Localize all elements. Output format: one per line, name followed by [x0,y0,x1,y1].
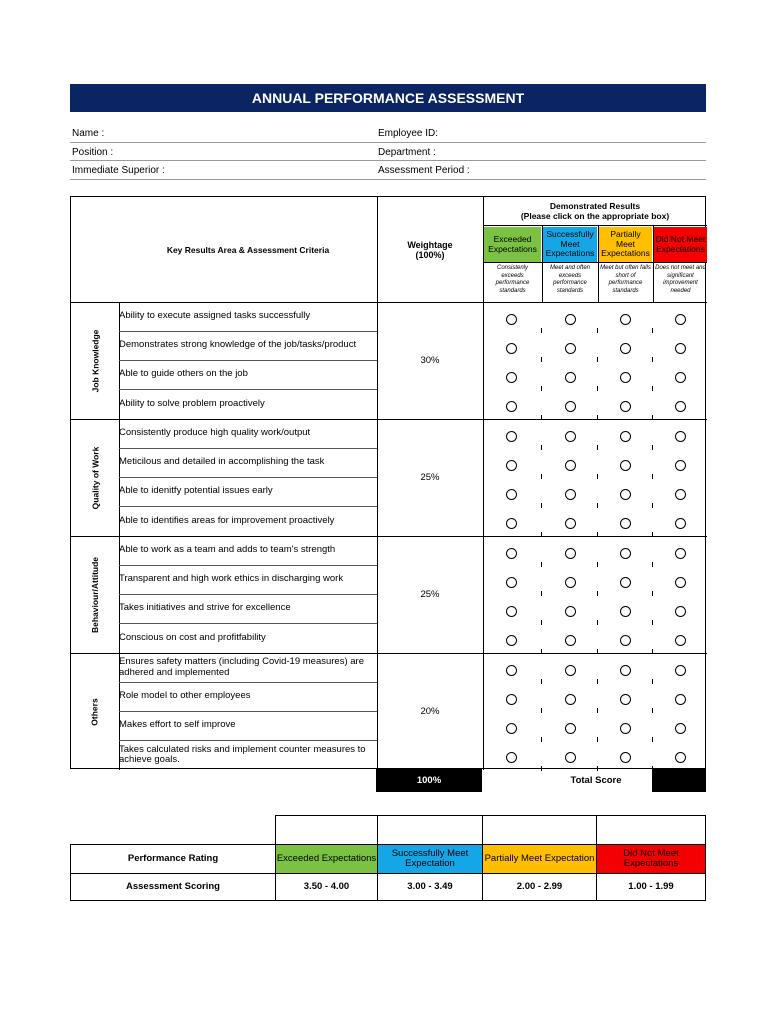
employee-info [70,124,706,180]
rating-radio-partially[interactable] [620,694,631,705]
kra-header: Key Results Area & Assessment Criteria [166,244,330,255]
section-label-quality-of-work [71,419,119,536]
column-tick [597,620,598,625]
position-label: Position : [72,146,114,158]
rating-radio-exceeded[interactable] [506,752,517,763]
section-weight-quality-of-work: 25% [420,472,440,483]
column-tick [541,503,542,508]
rating-radio-successfully[interactable] [565,577,576,588]
legend-blank-cell [275,815,378,845]
column-tick [541,591,542,596]
assessment-table [70,196,706,769]
rating-radio-partially[interactable] [620,665,631,676]
rating-radio-successfully[interactable] [565,372,576,383]
rating-radio-exceeded[interactable] [506,460,517,471]
rating-legend-table [70,815,706,901]
criteria-quality-3: Able to idenitfy potential issues early [119,485,273,497]
total-weightage: 100% [376,769,482,792]
rating-radio-exceeded[interactable] [506,431,517,442]
column-tick [597,562,598,567]
rating-radio-partially[interactable] [620,635,631,646]
section-label-text: Job Knowledge [90,329,100,392]
criteria-behaviour-2: Transparent and high work ethics in discharging work [119,573,344,585]
rating-radio-exceeded[interactable] [506,372,517,383]
rating-radio-did-not[interactable] [675,577,686,588]
divider [542,225,543,302]
criteria-quality-4: Able to identifies areas for improvement proactively [119,514,335,526]
column-tick [541,445,542,450]
rating-radio-successfully[interactable] [565,343,576,354]
rating-radio-successfully[interactable] [565,694,576,705]
column-tick [541,532,542,537]
column-tick [597,357,598,362]
row-divider [119,477,377,478]
rating-radio-partially[interactable] [620,343,631,354]
rating-radio-did-not[interactable] [675,372,686,383]
rating-radio-did-not[interactable] [675,489,686,500]
rating-radio-exceeded[interactable] [506,606,517,617]
column-tick [652,386,653,391]
info-row-superior [70,161,706,180]
rating-radio-exceeded[interactable] [506,343,517,354]
rating-radio-successfully[interactable] [565,606,576,617]
score-range-exceeded: 3.50 - 4.00 [275,873,378,901]
legend-did-not: Did Not Meet Expectations [596,844,706,874]
criteria-job-knowledge-3: Able to guide others on the job [119,368,248,380]
rating-radio-successfully[interactable] [565,635,576,646]
rating-radio-successfully[interactable] [565,314,576,325]
column-tick [652,474,653,479]
column-tick [597,679,598,684]
info-row-position [70,143,706,162]
rating-radio-exceeded[interactable] [506,518,517,529]
rating-radio-partially[interactable] [620,372,631,383]
row-divider [119,389,377,390]
divider [483,225,707,226]
column-tick [652,415,653,420]
criteria-behaviour-3: Takes initiatives and strive for excellence [119,602,291,614]
employee-id-label: Employee ID: [378,128,439,139]
rating-radio-did-not[interactable] [675,518,686,529]
rating-radio-partially[interactable] [620,577,631,588]
rating-radio-exceeded[interactable] [506,665,517,676]
rating-radio-partially[interactable] [620,489,631,500]
rating-radio-did-not[interactable] [675,635,686,646]
rating-desc-did-not: Does not meet and significant improvement needed [655,265,706,294]
criteria-job-knowledge-1: Ability to execute assigned tasks successfully [119,310,311,322]
row-divider [119,331,377,332]
weightage-header [377,197,483,302]
column-tick [652,649,653,654]
period-label: Assessment Period : [378,165,470,176]
column-tick [541,357,542,362]
column-tick [652,562,653,567]
rating-radio-did-not[interactable] [675,723,686,734]
column-tick [652,620,653,625]
column-tick [597,532,598,537]
rating-radio-did-not[interactable] [675,548,686,559]
divider [483,197,484,770]
row-divider [119,711,377,712]
column-tick [597,591,598,596]
rating-radio-successfully[interactable] [565,401,576,412]
legend-blank-cell [596,815,706,845]
row-divider [119,623,377,624]
rating-radio-did-not[interactable] [675,752,686,763]
divider [483,262,707,263]
column-tick [597,386,598,391]
column-tick [541,679,542,684]
column-tick [541,649,542,654]
criteria-others-1: Ensures safety matters (including Covid-19 measures) are adhered and implemented [119,656,364,678]
column-tick [652,737,653,742]
total-score-box [652,769,706,792]
section-label-text: Quality of Work [90,446,100,509]
criteria-behaviour-4: Conscious on cost and profitfability [119,631,266,643]
column-tick [597,503,598,508]
section-label-behaviour [71,536,119,653]
section-label-text: Others [90,697,100,726]
rating-radio-did-not[interactable] [675,606,686,617]
superior-label: Immediate Superior : [72,165,165,176]
name-label: Name : [72,128,105,139]
rating-radio-successfully[interactable] [565,723,576,734]
divider [598,225,599,302]
column-tick [652,679,653,684]
rating-radio-partially[interactable] [620,606,631,617]
divider [653,225,654,302]
rating-radio-partially[interactable] [620,548,631,559]
row-divider [119,448,377,449]
rating-desc-exceeded: Consistenly exceeds performance standards [495,265,530,294]
section-label-text: Behaviour/Attitude [90,556,100,633]
criteria-others-4: Takes calculated risks and implement counter measures to achieve goals. [119,743,366,765]
score-range-successfully: 3.00 - 3.49 [377,873,483,901]
rating-radio-exceeded[interactable] [506,548,517,559]
score-range-did-not: 1.00 - 1.99 [596,873,706,901]
rating-radio-did-not[interactable] [675,694,686,705]
criteria-others-3: Makes effort to self improve [119,719,236,731]
row-divider [119,360,377,361]
score-range-partially: 2.00 - 2.99 [482,873,597,901]
rating-radio-did-not[interactable] [675,343,686,354]
rating-radio-partially[interactable] [620,518,631,529]
rating-desc-partially: Meet but often falls short of performance standards [600,265,651,294]
criteria-others-2: Role model to other employees [119,690,251,702]
rating-radio-exceeded[interactable] [506,314,517,325]
rating-radio-successfully[interactable] [565,518,576,529]
column-tick [652,591,653,596]
column-tick [541,474,542,479]
column-tick [597,649,598,654]
rating-desc-successfully: Meet and often exceeds performance standards [549,265,591,294]
criteria-job-knowledge-4: Ability to solve problem proactively [119,397,265,409]
legend-partially: Partially Meet Expectation [482,844,597,874]
column-tick [541,737,542,742]
row-divider [119,682,377,683]
performance-rating-label: Performance Rating [70,844,276,874]
rating-radio-successfully[interactable] [565,489,576,500]
criteria-quality-2: Meticilous and detailed in accomplishing the task [119,456,325,468]
rating-radio-did-not[interactable] [675,460,686,471]
department-label: Department : [378,146,436,158]
rating-radio-did-not[interactable] [675,314,686,325]
rating-header-exceeded: Exceeded Expectations [484,227,541,262]
rating-radio-did-not[interactable] [675,431,686,442]
section-weight-job-knowledge: 30% [420,355,440,366]
section-weight-others: 20% [420,706,440,717]
section-label-job-knowledge [71,302,119,419]
column-tick [541,620,542,625]
legend-successfully: Successfully Meet Expectation [377,844,483,874]
legend-blank-cell [377,815,483,845]
row-divider [119,565,377,566]
total-score-label: Total Score [570,775,622,786]
column-tick [541,562,542,567]
column-tick [597,445,598,450]
demonstrated-results-sub: (Please click on the appropriate box) [520,211,670,221]
rating-radio-did-not[interactable] [675,401,686,412]
column-tick [652,532,653,537]
demonstrated-results-label: Demonstrated Results [549,201,641,211]
rating-radio-partially[interactable] [620,723,631,734]
rating-radio-did-not[interactable] [675,665,686,676]
section-weight-behaviour: 25% [420,589,440,600]
rating-header-did-not: Did Not Meet Expectations [654,227,707,262]
page-title: ANNUAL PERFORMANCE ASSESSMENT [70,84,706,112]
column-tick [541,708,542,713]
row-divider [119,740,377,741]
column-tick [652,328,653,333]
column-tick [652,445,653,450]
rating-header-partially: Partially Meet Expectations [599,227,652,262]
rating-radio-partially[interactable] [620,431,631,442]
row-divider [119,506,377,507]
column-tick [597,415,598,420]
criteria-behaviour-1: Able to work as a team and adds to team's strength [119,544,336,556]
rating-radio-partially[interactable] [620,752,631,763]
rating-radio-partially[interactable] [620,314,631,325]
assessment-scoring-label: Assessment Scoring [70,873,276,901]
rating-radio-exceeded[interactable] [506,635,517,646]
rating-radio-successfully[interactable] [565,431,576,442]
rating-radio-exceeded[interactable] [506,694,517,705]
rating-radio-exceeded[interactable] [506,723,517,734]
rating-header-successfully: Successfully Meet Expectations [543,227,597,262]
column-tick [597,328,598,333]
row-divider [119,594,377,595]
demonstrated-results-header [483,197,707,225]
column-tick [597,737,598,742]
rating-radio-successfully[interactable] [565,665,576,676]
criteria-job-knowledge-2: Demonstrates strong knowledge of the job/tasks/product [119,339,357,351]
rating-radio-exceeded[interactable] [506,401,517,412]
column-tick [541,328,542,333]
rating-radio-successfully[interactable] [565,460,576,471]
column-tick [652,503,653,508]
column-tick [541,386,542,391]
rating-radio-exceeded[interactable] [506,489,517,500]
column-tick [597,708,598,713]
rating-radio-successfully[interactable] [565,752,576,763]
info-row-name [70,124,706,143]
legend-blank-cell [482,815,597,845]
weightage-header-sub: (100%) [415,249,445,260]
column-tick [597,474,598,479]
criteria-quality-1: Consistently produce high quality work/output [119,427,311,439]
column-tick [652,357,653,362]
legend-exceeded: Exceeded Expectations [275,844,378,874]
rating-radio-successfully[interactable] [565,548,576,559]
rating-radio-partially[interactable] [620,460,631,471]
rating-radio-exceeded[interactable] [506,577,517,588]
section-label-others [71,653,119,770]
column-tick [652,708,653,713]
column-tick [541,415,542,420]
rating-radio-partially[interactable] [620,401,631,412]
weightage-header-label: Weightage [407,239,453,250]
